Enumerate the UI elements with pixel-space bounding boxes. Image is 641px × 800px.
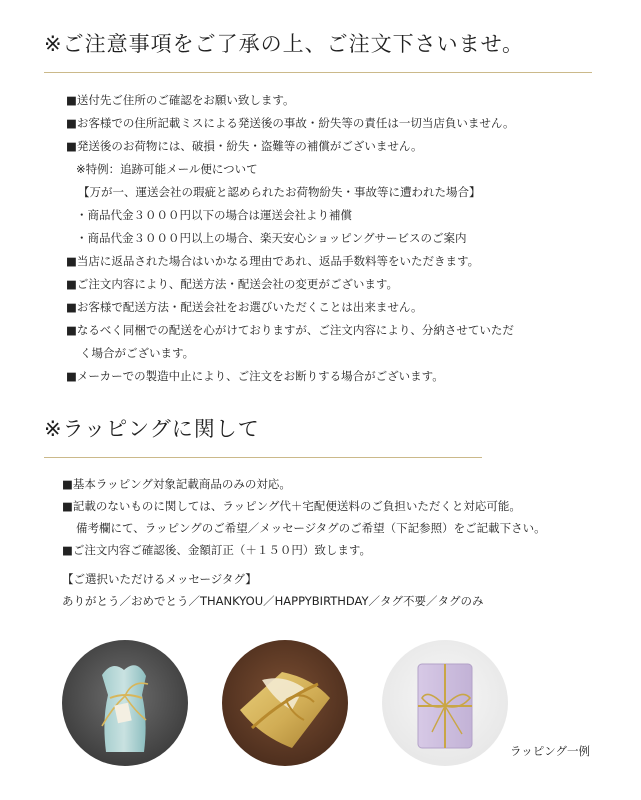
notice-line: ・商品代金３０００円以下の場合は運送会社より補償 [76, 208, 352, 222]
divider [44, 457, 482, 458]
wrapping-photo-blue-image [62, 640, 188, 766]
message-tags [62, 568, 484, 612]
notice-line: ・商品代金３０００円以上の場合、楽天安心ショッピングサービスのご案内 [76, 231, 467, 245]
wrapping-line: ■記載のないものに関しては、ラッピング代＋宅配便送料のご負担いただくと対応可能。 [62, 499, 521, 513]
notice-line: く場合がございます。 [80, 346, 195, 360]
notice-line: ■メーカーでの製造中止により、ご注文をお断りする場合がございます。 [66, 369, 444, 383]
notice-line: ※特例：追跡可能メール便について [76, 162, 258, 176]
tags-heading: 【ご選択いただけるメッセージタグ】 [62, 572, 257, 586]
wrapping-photo-lavender [382, 640, 508, 766]
wrapping-line: ■基本ラッピング対象記載商品のみの対応。 [62, 477, 291, 491]
wrapping-title: ※ラッピングに関して [44, 417, 260, 441]
photo-caption: ラッピング一例 [510, 744, 591, 758]
wrapping-photo-gold [222, 640, 348, 766]
wrapping-line: ■ご注文内容ご確認後、金額訂正（＋１５０円）致します。 [62, 543, 371, 557]
notice-line: ■なるべく同梱での配送を心がけておりますが、ご注文内容により、分納させていただ [66, 323, 514, 337]
wrapping-list [62, 473, 632, 561]
notice-line: ■当店に返品された場合はいかなる理由であれ、返品手数料等をいただきます。 [66, 254, 480, 268]
notice-title: ※ご注意事項をご了承の上、ご注文下さいませ。 [44, 32, 524, 56]
notice-line: ■お客様で配送方法・配送会社をお選びいただくことは出来ません。 [66, 300, 423, 314]
notice-line: ■ご注文内容により、配送方法・配送会社の変更がございます。 [66, 277, 398, 291]
wrapping-line: 備考欄にて、ラッピングのご希望／メッセージタグのご希望（下記参照）をご記載下さい。 [76, 521, 546, 535]
wrapping-photo-gold-image [222, 640, 348, 766]
notice-line: 【万が一、運送会社の瑕疵と認められたお荷物紛失・事故等に遭われた場合】 [78, 185, 481, 199]
wrapping-photo-lavender-image [382, 640, 508, 766]
wrapping-photo-blue [62, 640, 188, 766]
notice-list [66, 89, 626, 388]
notice-line: ■送付先ご住所のご確認をお願い致します。 [66, 93, 295, 107]
notice-line: ■発送後のお荷物には、破損・紛失・盗難等の補償がございません。 [66, 139, 423, 153]
divider [44, 72, 592, 73]
tags-list: ありがとう／おめでとう／THANKYOU／HAPPYBIRTHDAY／タグ不要／タグのみ [62, 594, 484, 608]
notice-line: ■お客様での住所記載ミスによる発送後の事故・紛失等の責任は一切当店負いません。 [66, 116, 515, 130]
